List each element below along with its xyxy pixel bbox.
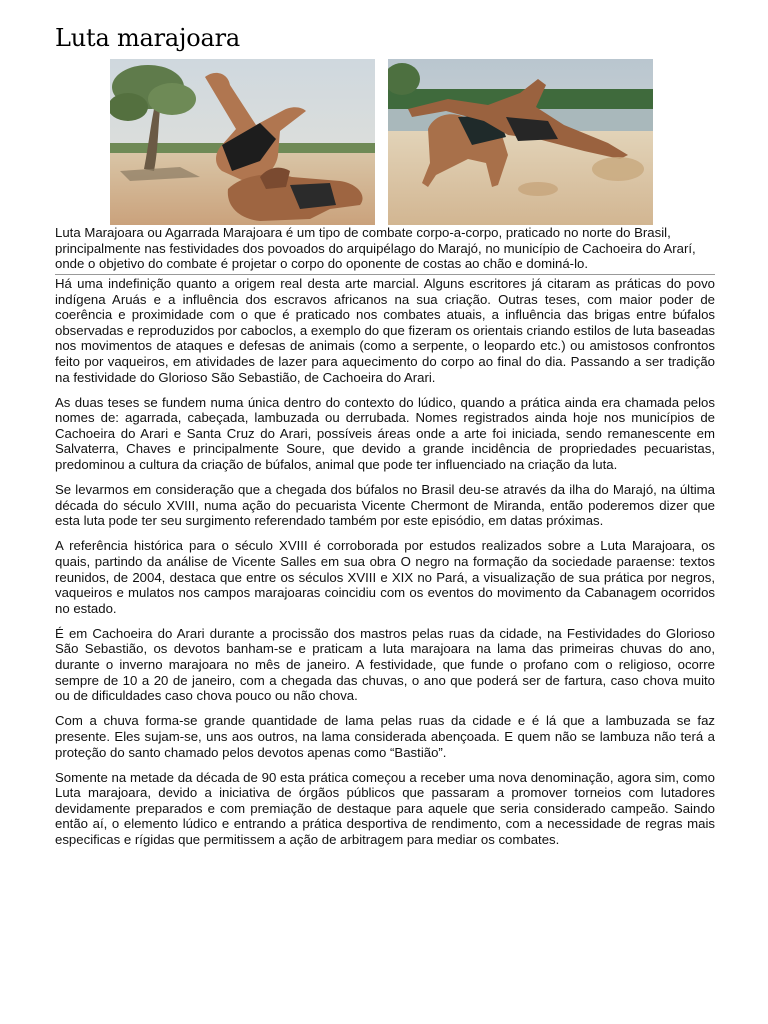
paragraph-6: Com a chuva forma-se grande quantidade de lama pelas ruas da cidade e é lá que a lambuzada se faz presente. Eles sujam-se, uns aos outros, na lama considerada abençoada. E quem não se lambuza não terá a proteção do santo chamado pelos devotos apenas como “Bastião”. [55,713,715,760]
paragraph-3: Se levarmos em consideração que a chegada dos búfalos no Brasil deu-se através da ilha do Marajó, na última década do século XVIII, numa ação do pecuarista Vicente Chermont de Miranda, então poderemos dizer que esta luta pode ter seu surgimento referendado também por este episódio, em datas próximas. [55,482,715,529]
article-body [55,276,715,857]
page-title: Luta marajoara [55,24,241,52]
paragraph-4: A referência histórica para o século XVIII é corroborada por estudos realizados sobre a Luta Marajoara, os quais, partindo da análise de Vicente Salles em sua obra O negro na formação da sociedade paraense: textos reunidos, de 2004, destaca que entre os séculos XVIII e XIX no Pará, a visualização de sua prática por negros, vaqueiros e mulatos nos campos marajoaras coincidiu com os eventos do movimento da Cabanagem ocorridos no estado. [55,538,715,616]
paragraph-7: Somente na metade da década de 90 esta prática começou a receber uma nova denominação, agora sim, como Luta marajoara, devido a iniciativa de órgãos públicos que passaram a promover torneios com lutadores devidamente preparados e com premiação de destaque para aquele que seria considerado campeão. Saindo então aí, o elemento lúdico e entrando a prática desportiva de rendimento, com a necessidade de regras mais especificas e rígidas que permitissem a ação de arbitragem para mediar os combates. [55,769,715,847]
wrestlers-on-beach-photo-1 [110,59,375,225]
wrestlers-on-beach-photo-2 [388,59,653,225]
photo-caption: Luta Marajoara ou Agarrada Marajoara é um tipo de combate corpo-a-corpo, praticado no norte do Brasil, principalmente nas festividades dos povoados do arquipélago do Marajó, no município de Cachoeira do Ararí, onde o objetivo do combate é projetar o corpo do oponente de costas ao chão e dominá-lo. [55,225,715,275]
paragraph-5: É em Cachoeira do Arari durante a procissão dos mastros pelas ruas da cidade, na Festividades do Glorioso São Sebastião, os devotos banham-se e praticam a luta marajoara na lama das primeiras chuvas do ano, durante o inverno marajoara no mês de janeiro. A festividade, que funde o profano com o religioso, ocorre sempre de 10 a 20 de janeiro, com a chegada das chuvas, o ano que poderá ser de fartura, caso chova muito ou de dificuldades caso chova pouco ou não chova. [55,625,715,704]
photo-strip [110,59,653,225]
paragraph-2: As duas teses se fundem numa única dentro do contexto do lúdico, quando a prática ainda era chamada pelos nomes de: agarrada, cabeçada, lambuzada ou derrubada. Nomes registrados ainda hoje nos municípios de Cachoeira do Arari e Santa Cruz do Arari, possíveis áreas onde a arte foi iniciada, sendo remanescente em Salvaterra, Chaves e principalmente Soure, que devido a grande incidência de propriedades pecuaristas, predominou a cultura da criação de búfalos, animal que pode ter influenciado na criação da luta. [55,394,715,473]
paragraph-1: Há uma indefinição quanto a origem real desta arte marcial. Alguns escritores já citaram as práticas do povo indígena Aruás e a influência dos escravos africanos na sua criação. Outras teses, com maior poder de coerência e proximidade com o que é praticado nos combates atuais, a influência das brigas entre búfalos observadas e reproduzidos por caboclos, a exemplo do que fizeram os orientais criando estilos de luta baseadas nos movimentos de ataques e defesas de animais (como a serpente, o leopardo etc.) ou amistosos confrontos feito por vaqueiros, em atividades de lazer para aquecimento do corpo ao final do dia. Passando a ser tradição na festividade do Glorioso São Sebastião, de Cachoeira do Arari. [55,276,715,385]
